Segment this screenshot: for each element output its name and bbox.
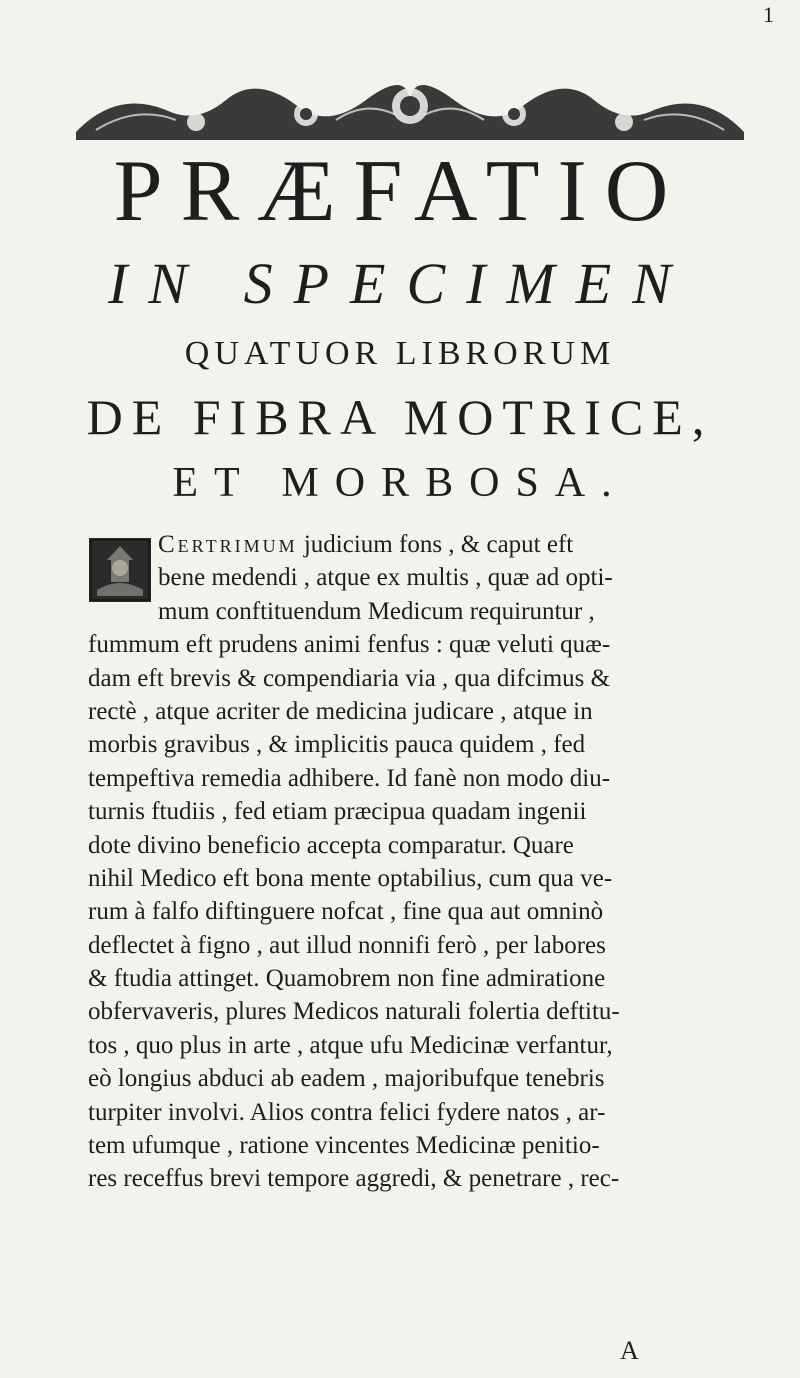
text-line-15: obfervaveris, plures Medicos naturali folertia deftitu- <box>88 998 620 1026</box>
text-line-20: res receffus brevi tempore aggredi, & penetrare , rec- <box>88 1165 620 1193</box>
text-line-18: turpiter involvi. Alios contra felici fydere natos , ar- <box>88 1098 606 1126</box>
title-quatuor-librorum: QUATUOR LIBRORUM <box>184 335 616 372</box>
catchword: A <box>620 1336 639 1365</box>
text-line-16: tos , quo plus in arte , atque ufu Medicinæ verfantur, <box>88 1031 613 1059</box>
decorative-headpiece <box>76 70 744 140</box>
text-line-7: morbis gravibus , & implicitis pauca quidem , fed <box>88 731 586 759</box>
text-line-1 <box>88 528 776 561</box>
title-de-fibra-motrice: DE FIBRA MOTRICE, <box>86 389 714 445</box>
text-line-6: rectè , atque acriter de medicina judicare , atque in <box>88 697 593 725</box>
text-line-9: turnis ftudiis , fed etiam præcipua quadam ingenii <box>88 798 587 826</box>
text-line-17: eò longius abduci ab eadem , majoribufque tenebris <box>88 1065 605 1093</box>
text-line-12: rum à falfo diftinguere nofcat , fine qua aut omninò <box>88 898 604 926</box>
title-et-morbosa: ET MORBOSA. <box>172 460 628 506</box>
text-line-11: nihil Medico eft bona mente optabilius, cum qua ve- <box>88 864 613 892</box>
text-line-13: deflectet à figno , aut illud nonnifi ferò , per labores <box>88 931 606 959</box>
text-line-3: mum conftituendum Medicum requiruntur , <box>158 597 595 625</box>
text-line-8: tempeftiva remedia adhibere. Id fanè non modo diu- <box>88 764 611 792</box>
text-line-19: tem ufumque , ratione vincentes Medicinæ penitio- <box>88 1132 600 1160</box>
text-line-14: & ftudia attinget. Quamobrem non fine admiratione <box>88 965 606 993</box>
page-number: 1 <box>763 2 774 27</box>
text-line-2: bene medendi , atque ex multis , quæ ad opti- <box>158 564 613 592</box>
first-word: Certrimum <box>158 531 298 558</box>
title-in-specimen: IN SPECIMEN <box>108 251 692 316</box>
title-praefatio: PRÆFATIO <box>113 143 687 240</box>
text-line-1-rest: judicium fons , & caput eft <box>297 531 574 558</box>
text-line-4: fummum eft prudens animi fenfus : quæ veluti quæ- <box>88 631 611 659</box>
text-line-10: dote divino beneficio accepta comparatur. Quare <box>88 831 574 859</box>
text-line-5: dam eft brevis & compendiaria via , qua difcimus & <box>88 664 611 692</box>
preface-body-text <box>88 528 776 1196</box>
